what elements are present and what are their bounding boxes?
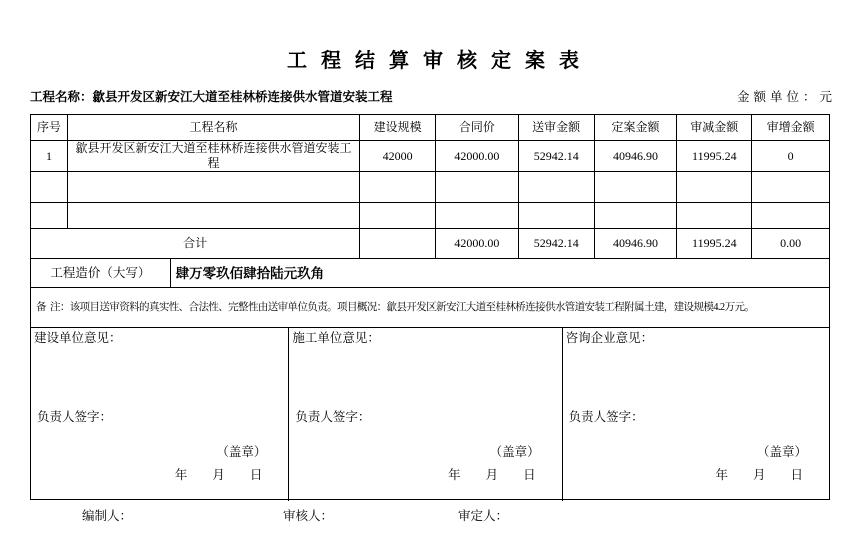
table-row-empty (31, 203, 829, 229)
header-finalized-amount: 定案金额 (595, 115, 678, 141)
row1-scale: 42000 (360, 141, 436, 172)
cost-in-words-value: 肆万零玖佰肆拾陆元玖角 (171, 259, 829, 288)
total-reduced-amount: 11995.24 (677, 229, 752, 259)
row1-submitted-amount: 52942.14 (519, 141, 595, 172)
owner-date-line: 年 月 日 (174, 468, 263, 482)
row1-contract-price: 42000.00 (436, 141, 519, 172)
prepared-by-label: 编制人： (82, 509, 133, 523)
consultant-opinion-box (563, 328, 829, 501)
row1-project-name: 歙县开发区新安江大道至桂林桥连接供水管道安装工程 (68, 141, 360, 172)
table-row-empty (31, 172, 829, 203)
consultant-sign-label: 负责人签字： (568, 410, 644, 424)
row1-reduced-amount: 11995.24 (677, 141, 752, 172)
cost-in-words-row (31, 259, 829, 288)
amount-unit-label: 金额单位：元 (736, 90, 836, 104)
page-title: 工程结算审核定案表 (287, 50, 593, 72)
contractor-opinion-label: 施工单位意见： (292, 331, 380, 345)
approved-by-label: 审定人： (458, 509, 509, 523)
owner-opinion-label: 建设单位意见： (34, 331, 122, 345)
note-row (31, 288, 829, 328)
project-name-label: 工程名称：歙县开发区新安江大道至桂林桥连接供水管道安装工程 (30, 90, 393, 104)
contractor-seal-label: （盖章） (489, 445, 540, 459)
total-increased-amount: 0.00 (752, 229, 829, 259)
opinions-row (31, 328, 829, 501)
owner-sign-label: 负责人签字： (37, 410, 113, 424)
table-row (31, 141, 829, 172)
total-scale (360, 229, 436, 259)
header-seq: 序号 (31, 115, 68, 141)
owner-seal-label: （盖章） (216, 445, 267, 459)
row1-seq: 1 (31, 141, 68, 172)
note-text: 备 注：该项目送审资料的真实性、合法性、完整性由送审单位负责。项目概况：歙县开发区新安江大道至桂林桥连接供水管道安装工程附属土建，建设规模4.2万元。 (31, 288, 829, 328)
consultant-opinion-label: 咨询企业意见： (565, 331, 654, 345)
meta-row (30, 87, 836, 105)
contractor-sign-label: 负责人签字： (295, 410, 371, 424)
row1-finalized-amount: 40946.90 (595, 141, 678, 172)
contractor-date-line: 年 月 日 (448, 468, 536, 482)
header-reduced-amount: 审减金额 (677, 115, 752, 141)
owner-opinion-box (31, 328, 289, 501)
header-increased-amount: 审增金额 (752, 115, 829, 141)
table-header-row (31, 115, 829, 141)
total-label: 合计 (31, 229, 360, 259)
total-row (31, 229, 829, 259)
total-submitted-amount: 52942.14 (519, 229, 595, 259)
row1-increased-amount: 0 (752, 141, 829, 172)
total-contract-price: 42000.00 (436, 229, 519, 259)
consultant-seal-label: （盖章） (756, 445, 807, 459)
header-contract-price: 合同价 (436, 115, 519, 141)
settlement-table (30, 114, 830, 500)
header-submitted-amount: 送审金额 (519, 115, 595, 141)
header-project-name: 工程名称 (68, 115, 360, 141)
consultant-date-line: 年 月 日 (715, 468, 803, 482)
header-scale: 建设规模 (360, 115, 436, 141)
reviewed-by-label: 审核人： (283, 509, 334, 523)
contractor-opinion-box (289, 328, 562, 501)
total-finalized-amount: 40946.90 (595, 229, 678, 259)
cost-in-words-label: 工程造价（大写） (31, 259, 171, 288)
